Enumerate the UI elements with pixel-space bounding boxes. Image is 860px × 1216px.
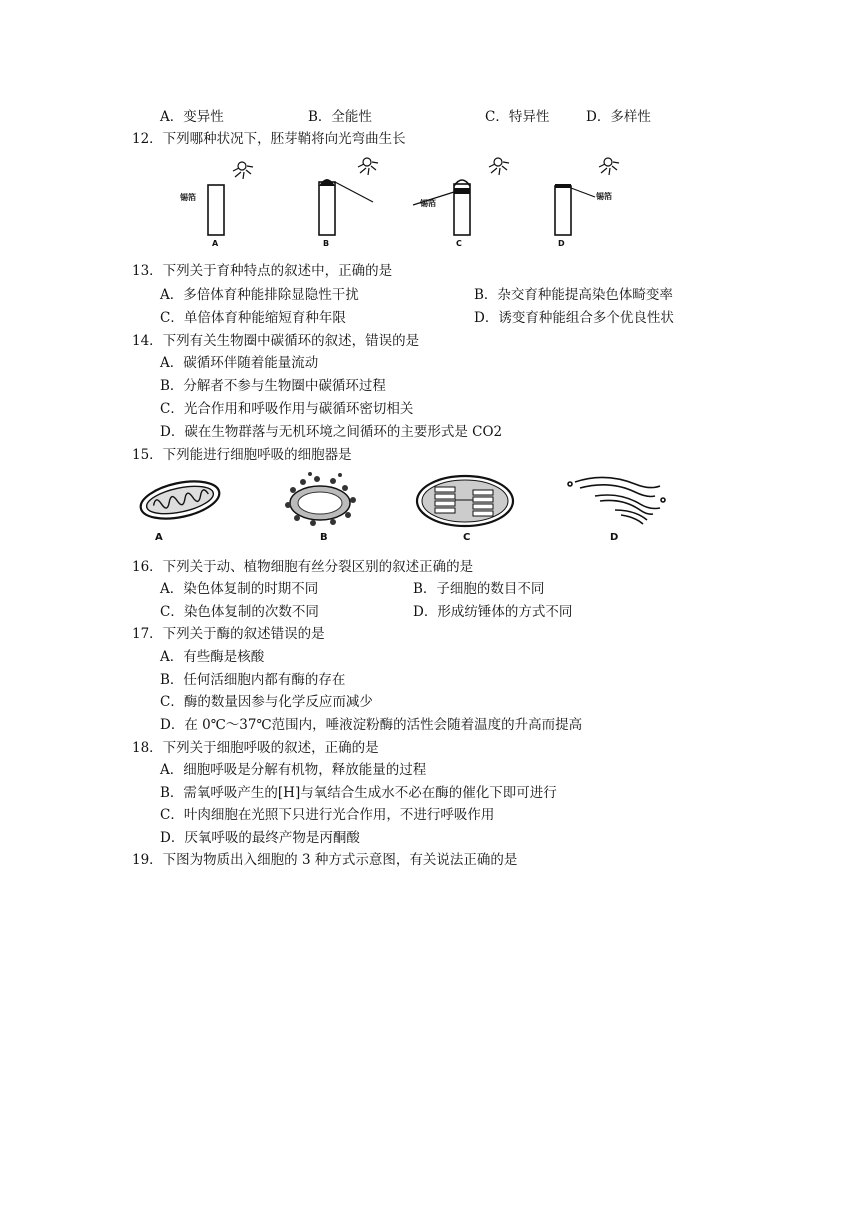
q16-option-c: C．染色体复制的次数不同 [160, 604, 319, 620]
rough-body-image [285, 472, 356, 526]
q13-option-d: D．诱变育种能组合多个优良性状 [474, 310, 674, 326]
foil-ring-c [454, 188, 470, 194]
q13-option-a: A．多倍体育种能排除显隐性干扰 [160, 287, 359, 303]
q11-option-d: D．多样性 [586, 109, 651, 125]
foil-label-d: 锡箔 [596, 192, 612, 201]
q17-stem: 17．下列关于酶的叙述错误的是 [132, 626, 325, 642]
sun-icon [599, 158, 619, 175]
q13-stem: 13．下列关于育种特点的叙述中，正确的是 [132, 263, 393, 279]
fig15-label-c: C [463, 532, 471, 543]
fig12-label-b: B [323, 239, 330, 248]
q16-option-b: B．子细胞的数目不同 [413, 581, 545, 597]
q11-option-b: B．全能性 [308, 109, 372, 125]
fig12-label-a: A [212, 239, 219, 248]
q18-option-a: A．细胞呼吸是分解有机物，释放能量的过程 [160, 762, 427, 778]
organelle-figure [135, 470, 675, 532]
q16-option-a: A．染色体复制的时期不同 [160, 581, 319, 597]
q13-option-c: C．单倍体育种能缩短育种年限 [160, 310, 346, 326]
sun-icon [489, 158, 509, 175]
q14-option-a: A．碳循环伴随着能量流动 [160, 355, 319, 371]
q14-option-c: C．光合作用和呼吸作用与碳循环密切相关 [160, 401, 414, 417]
q13-option-b: B．杂交育种能提高染色体畸变率 [474, 287, 673, 303]
sun-icon [233, 162, 253, 179]
q16-option-d: D．形成纺锤体的方式不同 [413, 604, 573, 620]
fig15-label-a: A [155, 532, 163, 543]
q18-option-c: C．叶肉细胞在光照下只进行光合作用，不进行呼吸作用 [160, 807, 495, 823]
q18-stem: 18．下列关于细胞呼吸的叙述，正确的是 [132, 740, 379, 756]
fig12-label-d: D [558, 239, 565, 248]
foil-label-c: 锡箔 [420, 199, 436, 208]
sun-icon [358, 158, 378, 175]
foil-top-d [555, 184, 571, 188]
q17-option-d: D．在 0℃～37℃范围内，唾液淀粉酶的活性会随着温度的升高而提高 [160, 717, 583, 733]
fig12-label-c: C [456, 239, 462, 248]
golgi-image [568, 477, 665, 524]
mitochondrion-image [137, 475, 222, 525]
q14-option-b: B．分解者不参与生物圈中碳循环过程 [160, 378, 386, 394]
q17-option-a: A．有些酶是核酸 [160, 649, 265, 665]
coleoptile-d [555, 186, 571, 235]
coleoptile-a [208, 185, 224, 235]
q14-option-d: D．碳在生物群落与无机环境之间循环的主要形式是 CO2 [160, 424, 503, 440]
fig15-label-b: B [320, 532, 328, 543]
foil-label-b: 锡箔 [180, 193, 196, 202]
fig15-label-d: D [610, 532, 619, 543]
q17-option-c: C．酶的数量因参与化学反应而减少 [160, 694, 373, 710]
q11-option-c: C．特异性 [485, 109, 550, 125]
q19-stem: 19．下图为物质出入细胞的 3 种方式示意图，有关说法正确的是 [132, 852, 518, 868]
q18-option-b: B．需氧呼吸产生的[H]与氧结合生成水不必在酶的催化下即可进行 [160, 785, 557, 801]
coleoptile-b [319, 182, 335, 235]
q18-option-d: D．厌氧呼吸的最终产物是丙酮酸 [160, 830, 360, 846]
q15-stem: 15．下列能进行细胞呼吸的细胞器是 [132, 447, 352, 463]
q12-stem: 12．下列哪种状况下，胚芽鞘将向光弯曲生长 [132, 131, 406, 147]
foil-cap-b [319, 179, 335, 186]
chloroplast-image [417, 476, 513, 526]
q14-stem: 14．下列有关生物圈中碳循环的叙述，错误的是 [132, 333, 420, 349]
q16-stem: 16．下列关于动、植物细胞有丝分裂区别的叙述正确的是 [132, 559, 474, 575]
q11-option-a: A．变异性 [160, 109, 224, 125]
q17-option-b: B．任何活细胞内都有酶的存在 [160, 672, 346, 688]
